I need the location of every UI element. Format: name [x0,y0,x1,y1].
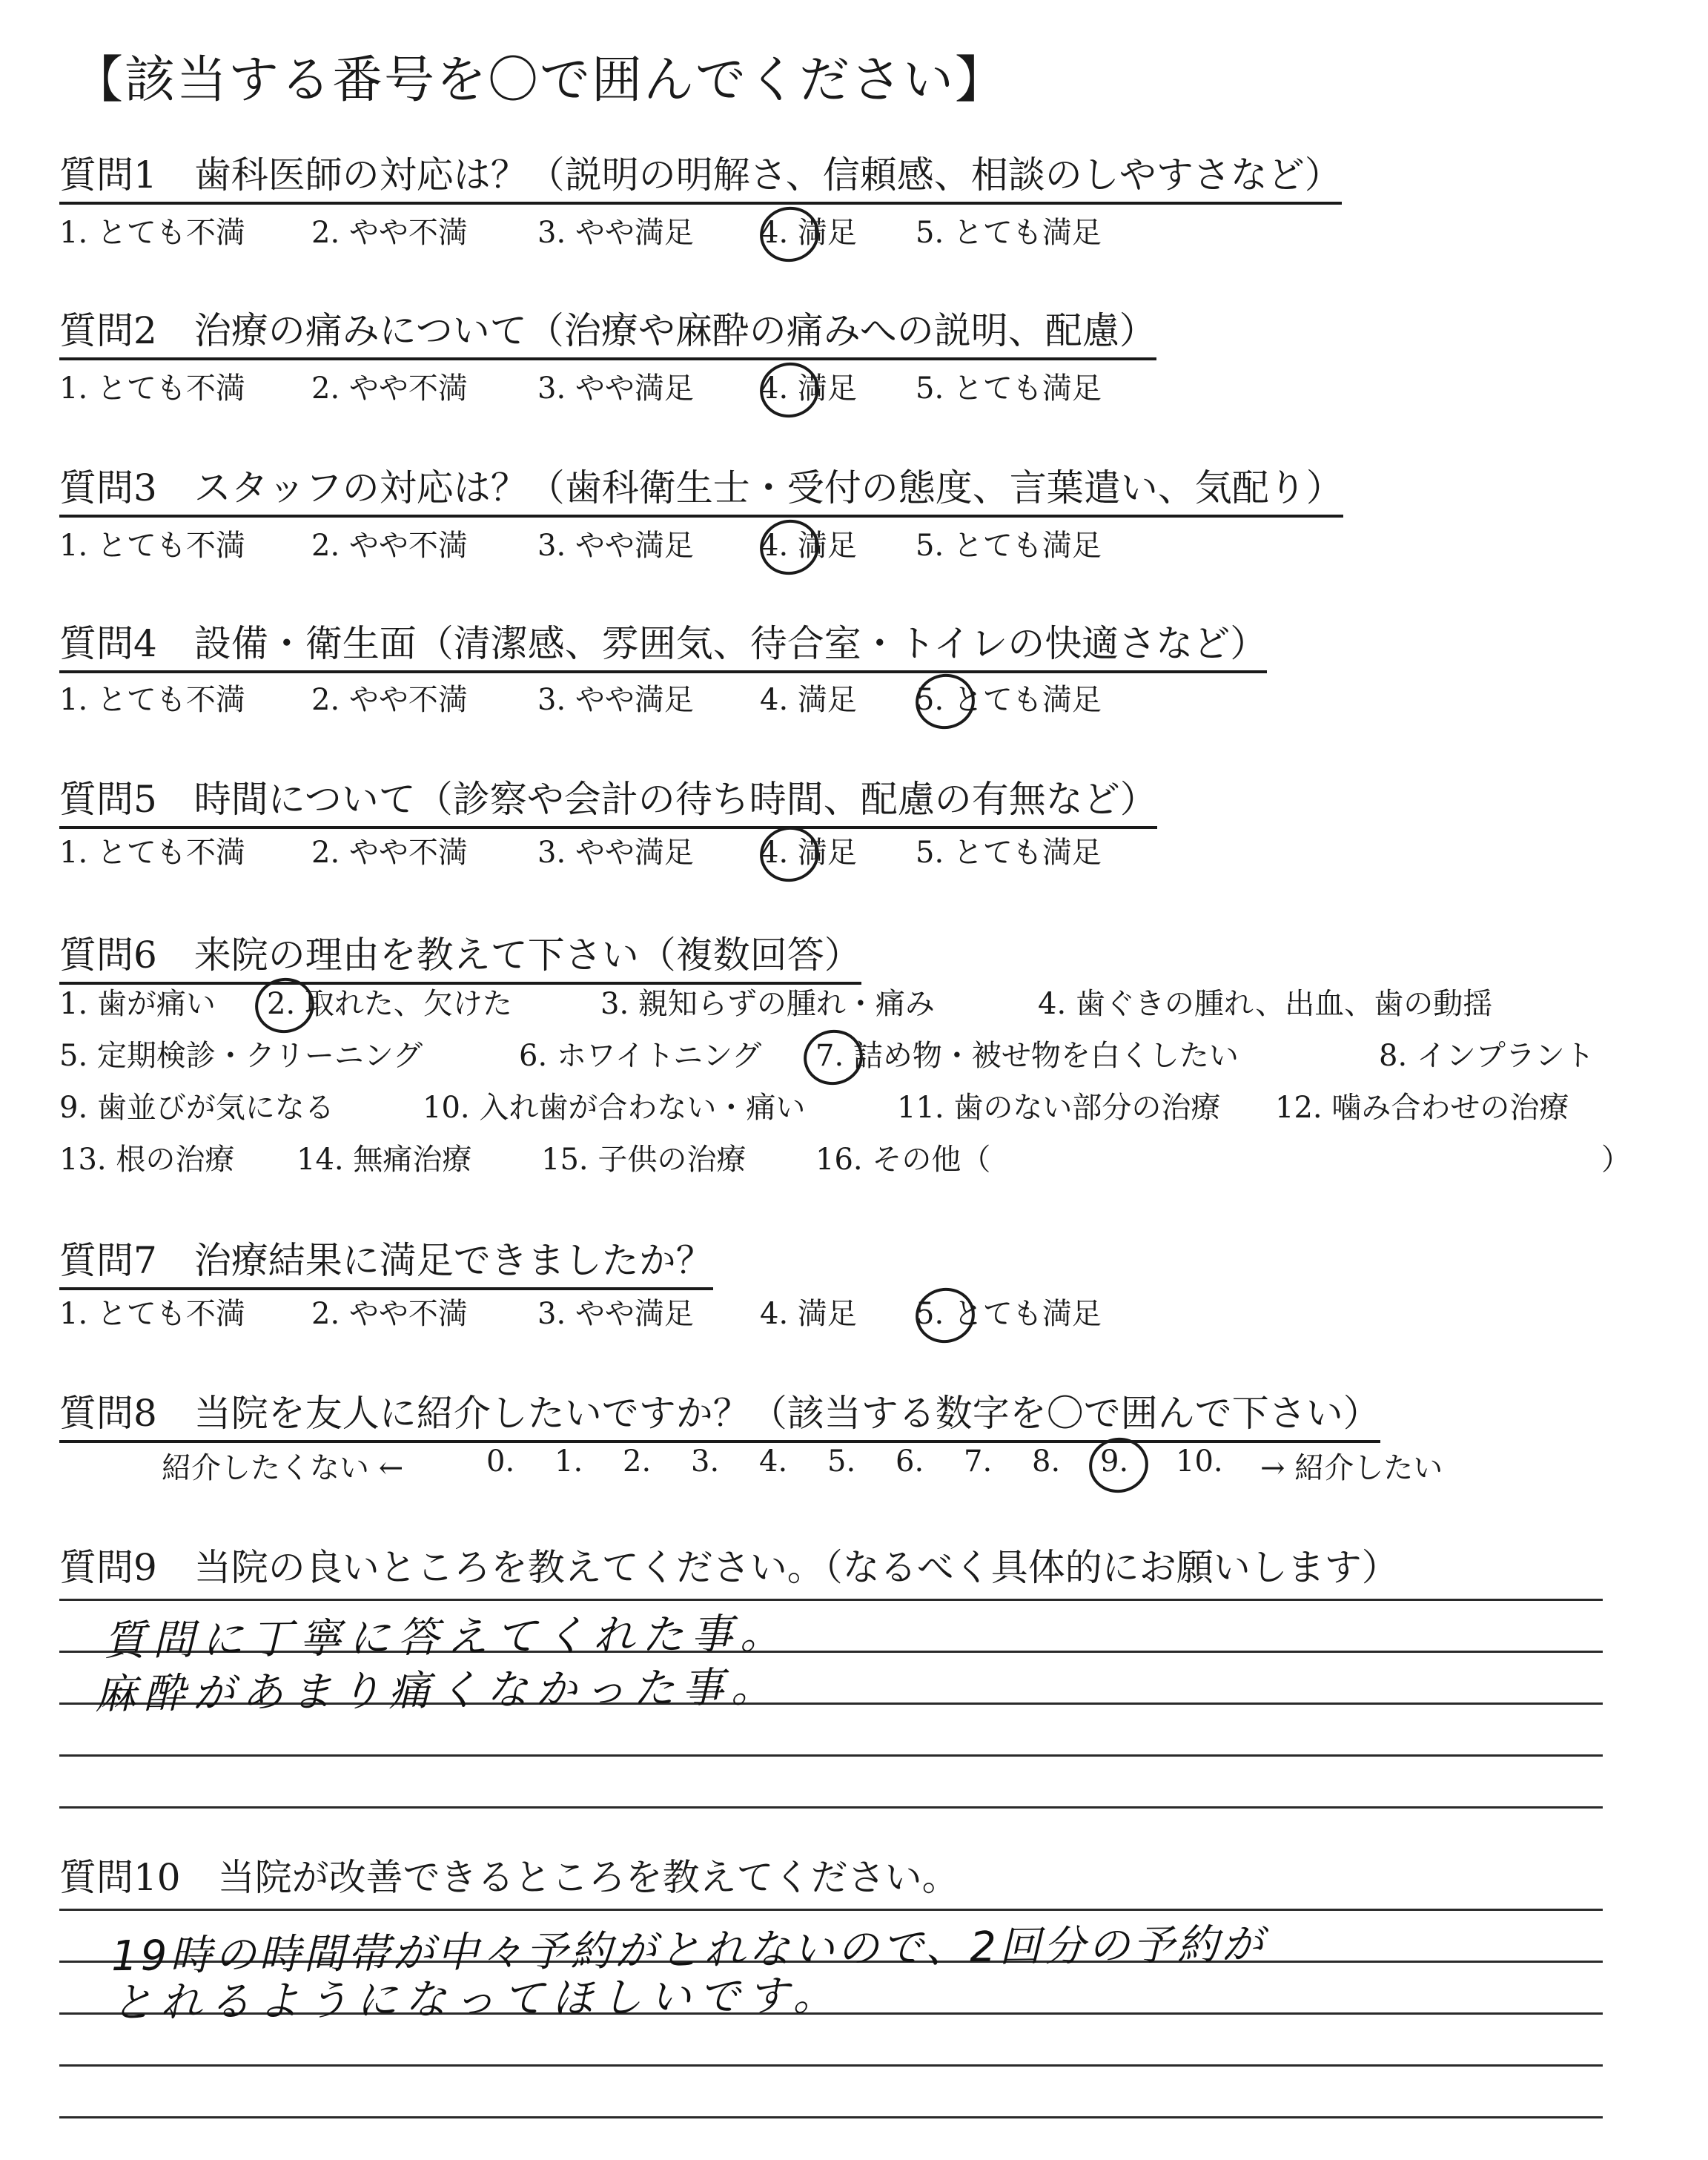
q1-option-5[interactable]: 5. とても満足 [916,216,1102,250]
q8-right-label: → 紹介したい [1260,1451,1443,1485]
q1-option-1[interactable]: 1. とても不満 [59,216,245,250]
question-10-label: 質問10 当院が改善できるところを教えてください。 [59,1856,959,1899]
q1-option-2[interactable]: 2. やや不満 [311,216,468,250]
q8-option-3[interactable]: 3. [691,1444,720,1479]
q5-option-5[interactable]: 5. とても満足 [916,836,1102,870]
q6-option-3[interactable]: 3. 親知らずの腫れ・痛み [600,987,935,1021]
question-1-label: 質問1 歯科医師の対応は？（説明の明解さ、信頼感、相談のしやすさなど） [59,145,1342,205]
answer-line [59,2064,1603,2067]
question-9-label: 質問9 当院の良いところを教えてください。（なるべく具体的にお願いします） [59,1546,1399,1589]
q3-option-1[interactable]: 1. とても不満 [59,529,245,563]
q5-option-2[interactable]: 2. やや不満 [311,836,468,870]
page-title: 【該当する番号を〇で囲んでください】 [73,51,1007,110]
q1-option-4-text: 4. 満足 [760,216,857,250]
q7-option-4[interactable]: 4. 満足 [760,1297,857,1331]
q7-option-2[interactable]: 2. やや不満 [311,1297,468,1331]
answer-line [59,2116,1603,2118]
answer-line [59,1909,1603,1911]
q3-option-2[interactable]: 2. やや不満 [311,529,468,563]
q6-option-7[interactable] [815,1032,1239,1074]
q4-option-1[interactable]: 1. とても不満 [59,683,245,717]
q5-option-3[interactable]: 3. やや満足 [537,836,694,870]
q6-option-6[interactable]: 6. ホワイトニング [519,1039,762,1073]
q6-option-5[interactable]: 5. 定期検診・クリーニング [59,1039,423,1073]
q6-option-9[interactable]: 9. 歯並びが気になる [59,1091,334,1125]
q6-option-2-text: 2. 取れた、欠けた [267,987,512,1021]
q8-option-4[interactable]: 4. [759,1444,788,1479]
q4-option-5[interactable] [916,676,1102,719]
q5-option-4-text: 4. 満足 [760,836,857,870]
q4-option-3[interactable]: 3. やや満足 [537,683,694,717]
q8-left-label: 紹介したくない ← [162,1451,404,1485]
q2-option-2[interactable]: 2. やや不満 [311,371,468,406]
q8-option-5[interactable]: 5. [827,1444,856,1479]
question-2-label: 質問2 治療の痛みについて（治療や麻酔の痛みへの説明、配慮） [59,301,1156,360]
q6-option-8[interactable]: 8. インプラント [1379,1039,1595,1073]
q6-option-2[interactable] [267,980,512,1023]
q6-option-16[interactable]: 16. その他（ [815,1143,991,1177]
q8-option-9[interactable] [1100,1444,1128,1479]
q7-option-3[interactable]: 3. やや満足 [537,1297,694,1331]
q8-option-2[interactable]: 2. [623,1444,652,1479]
question-6-label: 質問6 来院の理由を教えて下さい（複数回答） [59,925,861,985]
question-8-label: 質問8 当院を友人に紹介したいですか？（該当する数字を〇で囲んで下さい） [59,1384,1380,1443]
q5-option-4[interactable] [760,829,857,871]
q7-option-1[interactable]: 1. とても不満 [59,1297,245,1331]
q2-option-5[interactable]: 5. とても満足 [916,371,1102,406]
q9-answer-line-2: 麻酔があまり痛くなかった事。 [94,1663,781,1719]
q4-option-5-text: 5. とても満足 [916,683,1102,717]
q3-option-3[interactable]: 3. やや満足 [537,529,694,563]
q1-option-3[interactable]: 3. やや満足 [537,216,694,250]
q3-option-5[interactable]: 5. とても満足 [916,529,1102,563]
q1-option-4[interactable] [760,209,857,251]
q8-option-10[interactable]: 10. [1176,1444,1223,1479]
q5-option-1[interactable]: 1. とても不満 [59,836,245,870]
q4-option-4[interactable]: 4. 満足 [760,683,857,717]
q8-option-8[interactable]: 8. [1032,1444,1061,1479]
question-3-label: 質問3 スタッフの対応は？（歯科衛生士・受付の態度、言葉遣い、気配り） [59,458,1343,518]
question-5-label: 質問5 時間について（診察や会計の待ち時間、配慮の有無など） [59,770,1157,829]
q7-option-5[interactable] [916,1290,1102,1332]
q6-option-11[interactable]: 11. 歯のない部分の治療 [897,1091,1221,1125]
q8-option-1[interactable]: 1. [555,1444,583,1479]
question-7-label: 質問7 治療結果に満足できましたか？ [59,1231,713,1290]
q6-option-1[interactable]: 1. 歯が痛い [59,987,216,1021]
q8-option-0[interactable]: 0. [486,1444,515,1479]
q6-option-7-text: 7. 詰め物・被せ物を白くしたい [815,1039,1239,1073]
q2-option-1[interactable]: 1. とても不満 [59,371,245,406]
answer-line [59,1599,1603,1601]
answer-line [59,1806,1603,1809]
q6-option-10[interactable]: 10. 入れ歯が合わない・痛い [423,1091,806,1125]
q3-option-4[interactable] [760,522,857,564]
q2-option-4[interactable] [760,365,857,407]
q8-option-9-text: 9. [1100,1444,1129,1479]
q6-other-close-paren: ） [1601,1143,1631,1177]
q2-option-4-text: 4. 満足 [760,371,857,406]
q6-option-13[interactable]: 13. 根の治療 [59,1143,235,1177]
q6-option-14[interactable]: 14. 無痛治療 [297,1143,472,1177]
q2-option-3[interactable]: 3. やや満足 [537,371,694,406]
q10-answer-line-2: とれるようになってほしいです。 [110,1971,842,2028]
q8-option-6[interactable]: 6. [896,1444,924,1479]
q7-option-5-text: 5. とても満足 [916,1297,1102,1331]
q9-answer-line-1: 質問に丁寧に答えてくれた事。 [103,1610,790,1665]
q6-option-12[interactable]: 12. 噛み合わせの治療 [1275,1091,1569,1125]
q3-option-4-text: 4. 満足 [760,529,857,563]
q8-option-7[interactable]: 7. [964,1444,993,1479]
q4-option-2[interactable]: 2. やや不満 [311,683,468,717]
question-4-label: 質問4 設備・衛生面（清潔感、雰囲気、待合室・トイレの快適さなど） [59,614,1267,673]
q6-option-15[interactable]: 15. 子供の治療 [541,1143,747,1177]
q10-answer-line-1: 19時の時間帯が中々予約がとれないので、2回分の予約が [110,1920,1267,1981]
answer-line [59,1754,1603,1757]
q6-option-4[interactable]: 4. 歯ぐきの腫れ、出血、歯の動揺 [1038,987,1493,1021]
